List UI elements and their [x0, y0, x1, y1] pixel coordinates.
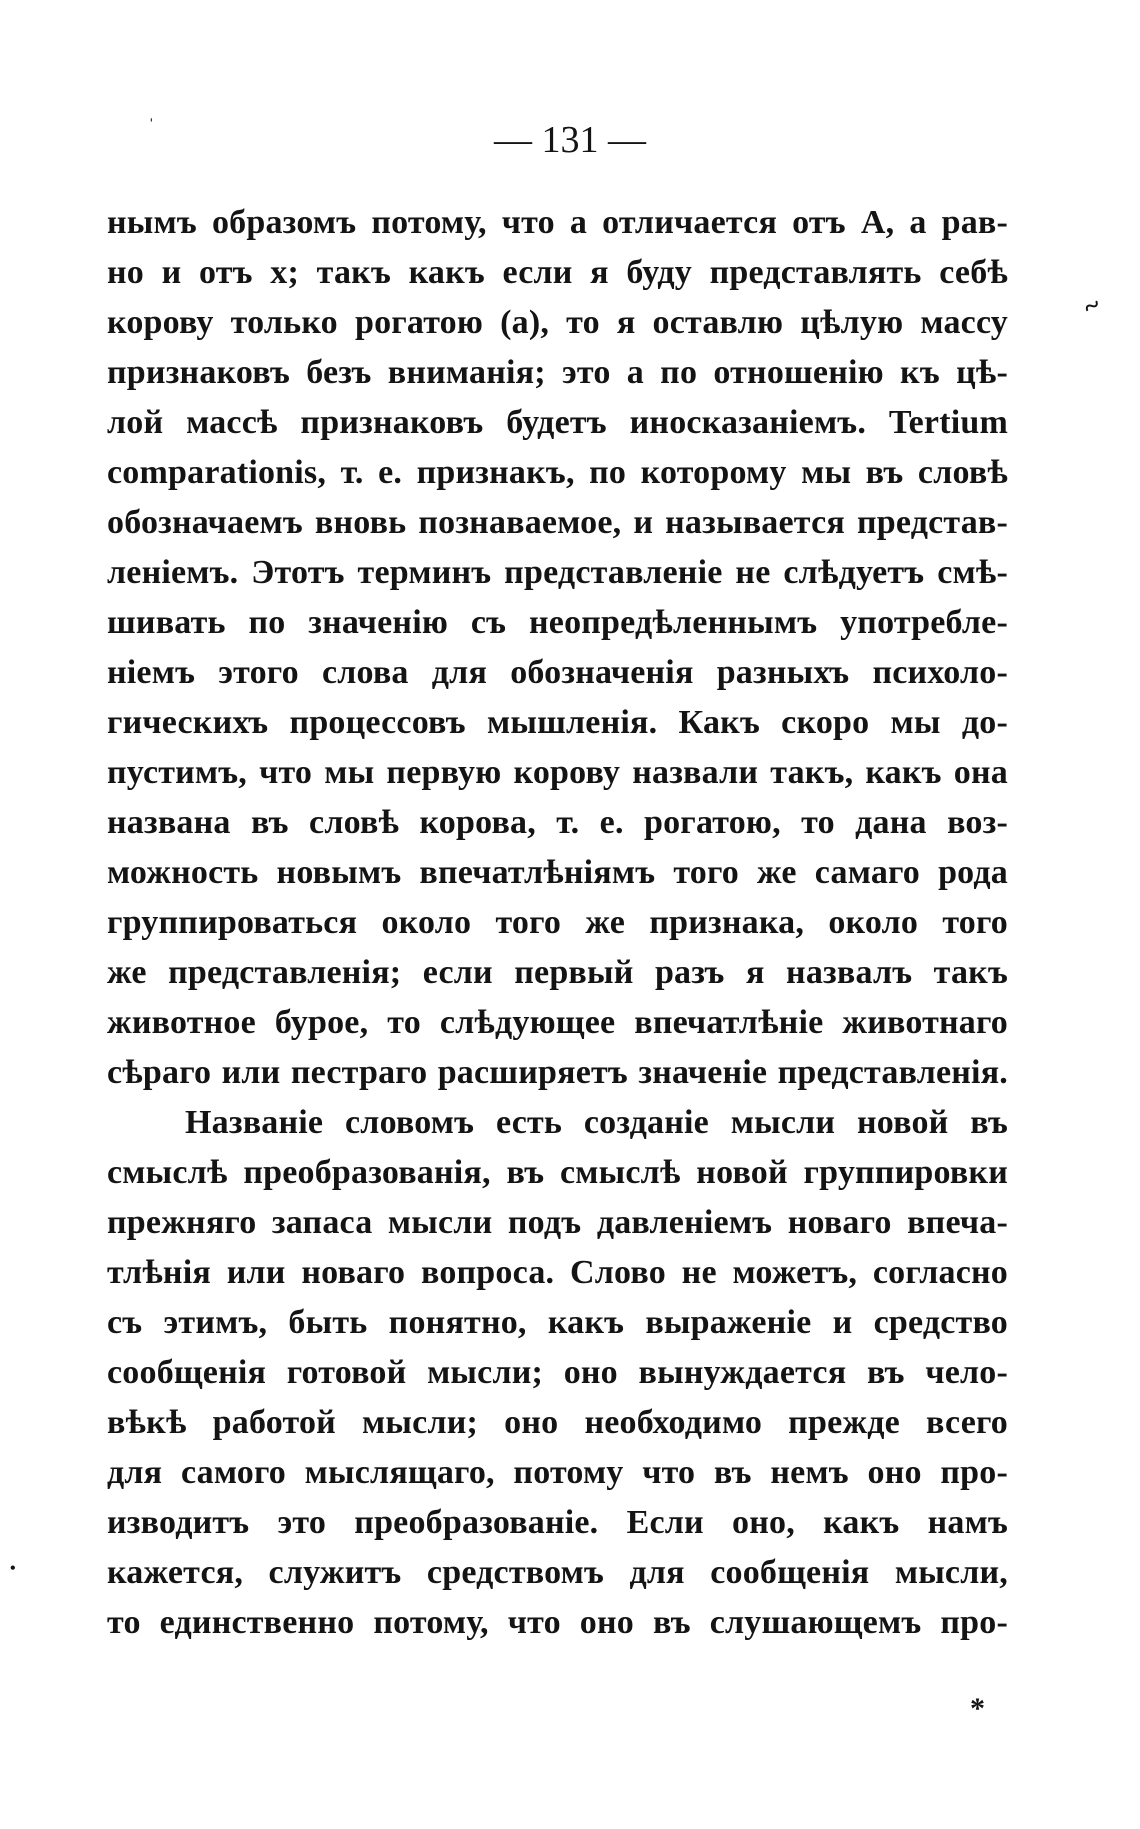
text-line: группироваться около того же признака, около того: [107, 904, 1008, 941]
text-line: можность новымъ впечатлѣніямъ того же самаго рода: [107, 854, 1008, 891]
text-line: Названіе словомъ есть созданіе мысли новой въ: [185, 1104, 1008, 1141]
text-line: прежняго запаса мысли подъ давленіемъ новаго впеча-: [107, 1204, 1008, 1241]
text-line: гическихъ процессовъ мышленія. Какъ скоро мы до-: [107, 704, 1008, 741]
text-line: шивать по значенію съ неопредѣленнымъ употребле-: [107, 604, 1008, 641]
text-line: вѣкѣ работой мысли; оно необходимо прежде всего: [107, 1404, 1008, 1441]
text-line: названа въ словѣ корова, т. е. рогатою, то дана воз-: [107, 804, 1008, 841]
text-line: comparationis, т. е. признакъ, по которому мы въ словѣ: [107, 454, 1008, 491]
text-line: корову только рогатою (а), то я оставлю цѣлую массу: [107, 304, 1008, 341]
text-line: но и отъ x; такъ какъ если я буду представлять себѣ: [107, 254, 1008, 291]
text-line: лой массѣ признаковъ будетъ иносказаніемъ. Tertium: [107, 404, 1008, 441]
text-line: пустимъ, что мы первую корову назвали такъ, какъ она: [107, 754, 1008, 791]
text-line: для самого мыслящаго, потому что въ немъ оно про-: [107, 1454, 1008, 1491]
text-line: же представленія; если первый разъ я назвалъ такъ: [107, 954, 1008, 991]
text-line: обозначаемъ вновь познаваемое, и называется представ-: [107, 504, 1008, 541]
text-line: сообщенія готовой мысли; оно вынуждается въ чело-: [107, 1354, 1008, 1391]
body-text: [107, 198, 1008, 1648]
stray-mark-right: ~: [1078, 289, 1106, 324]
text-line: животное бурое, то слѣдующее впечатлѣніе животнаго: [107, 1004, 1008, 1041]
text-line: ніемъ этого слова для обозначенія разныхъ психоло-: [107, 654, 1008, 691]
page-number: — 131 —: [494, 119, 646, 161]
text-line: смыслѣ преобразованія, въ смыслѣ новой группировки: [107, 1154, 1008, 1191]
text-line: леніемъ. Этотъ терминъ представленіе не слѣдуетъ смѣ-: [107, 554, 1008, 591]
text-line: тлѣнія или новаго вопроса. Слово не можетъ, согласно: [107, 1254, 1008, 1291]
stray-mark-top: ˌ: [148, 100, 155, 122]
text-line: изводитъ это преобразованіе. Если оно, какъ намъ: [107, 1504, 1008, 1541]
stray-mark-bottom: *: [970, 1692, 985, 1725]
text-line: кажется, служитъ средствомъ для сообщенія мысли,: [107, 1554, 1008, 1591]
text-line: сѣраго или пестраго расширяетъ значеніе представленія.: [107, 1054, 1008, 1091]
text-line: съ этимъ, быть понятно, какъ выраженіе и средство: [107, 1304, 1008, 1341]
text-line: нымъ образомъ потому, что а отличается отъ A, а рав-: [107, 204, 1008, 241]
stray-mark-left: •: [10, 1560, 16, 1577]
paragraph-1: [107, 198, 1008, 1098]
text-line: то единственно потому, что оно въ слушающемъ про-: [107, 1604, 1008, 1641]
paragraph-2: [107, 1098, 1008, 1648]
text-line: признаковъ безъ вниманія; это а по отношенію къ цѣ-: [107, 354, 1008, 391]
